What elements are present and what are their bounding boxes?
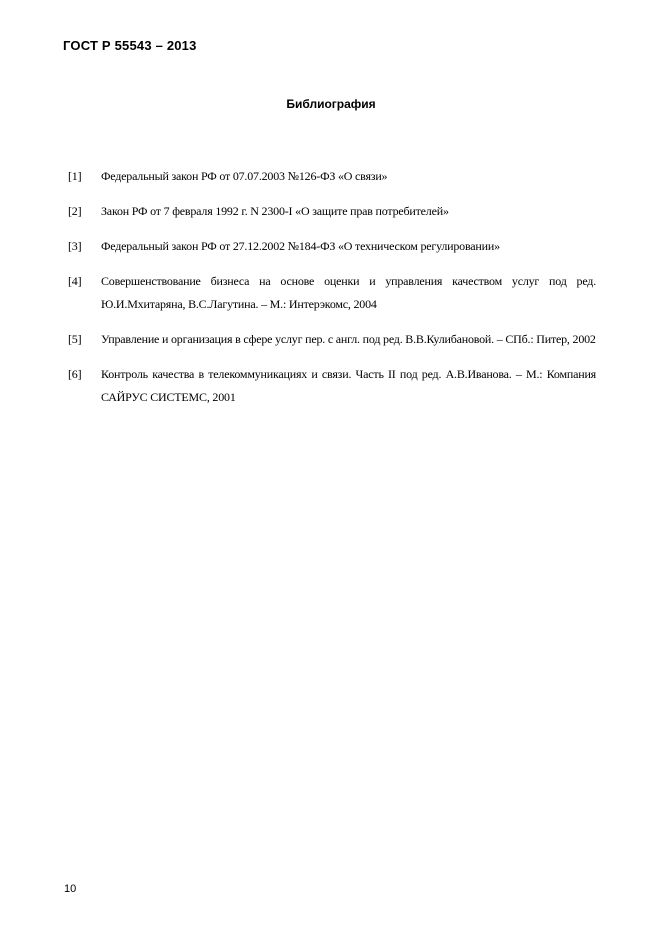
entry-text: Закон РФ от 7 февраля 1992 г. N 2300-I «О защите прав потребителей»: [101, 204, 449, 218]
entry-number: [4]: [68, 274, 82, 288]
page-title: Библиография: [286, 97, 376, 111]
bibliography-entry: [68, 165, 596, 188]
entry-number: [6]: [68, 367, 82, 381]
bibliography-entry: [68, 328, 596, 351]
entry-text: Федеральный закон РФ от 07.07.2003 №126-ФЗ «О связи»: [101, 169, 388, 183]
entry-text: Федеральный закон РФ от 27.12.2002 №184-ФЗ «О техническом регулировании»: [101, 239, 500, 253]
entry-text: Контроль качества в телекоммуникациях и связи. Часть II под ред. А.В.Иванова. – М.: Компания САЙРУС СИСТЕМС, 2001: [101, 367, 596, 404]
entry-number: [2]: [68, 204, 82, 218]
document-code: ГОСТ Р 55543 – 2013: [63, 38, 197, 53]
entry-number: [1]: [68, 169, 82, 183]
bibliography-list: [68, 165, 596, 421]
bibliography-entry: [68, 270, 596, 316]
entry-number: [5]: [68, 332, 82, 346]
bibliography-entry: [68, 235, 596, 258]
entry-number: [3]: [68, 239, 82, 253]
bibliography-entry: [68, 200, 596, 223]
entry-text: Управление и организация в сфере услуг пер. с англ. под ред. В.В.Кулибановой. – СПб.: Питер, 2002: [101, 332, 596, 346]
entry-text: Совершенствование бизнеса на основе оценки и управления качеством услуг под ред. Ю.И.Мхитаряна, В.С.Лагутина. – М.: Интерэкомс, 2004: [101, 274, 596, 311]
page-number: 10: [64, 883, 77, 895]
bibliography-entry: [68, 363, 596, 409]
